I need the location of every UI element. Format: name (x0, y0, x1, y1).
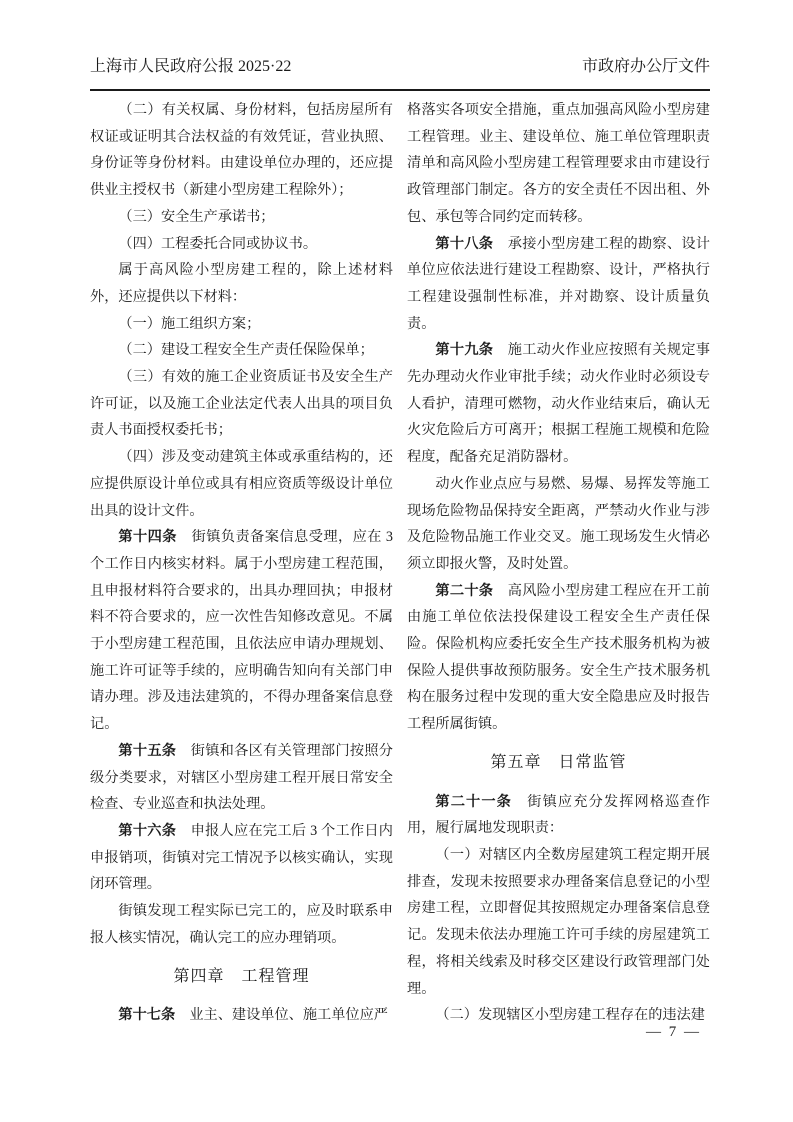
paragraph: （四）涉及变动建筑主体或承重结构的，还应提供原设计单位或具有相应资质等级设计单位出具的设计文件。 (90, 449, 393, 519)
clause-number: 第十五条 (118, 742, 177, 759)
clause-text: 街镇和各区有关管理部门按照分级分类要求，对辖区小型房建工程开展日常安全检查、专业巡查和执法处理。 (90, 742, 393, 813)
clause-text: 街镇负责备案信息受理，应在 3 个工作日内核实材料。属于小型房建工程范围，且申报材料符合要求的，出具办理回执；申报材料不符合要求的，应一次性告知修改意见。不属于小型房建工程范围，且依法应申请办理规划、施工许可证等手续的，应明确告知向有关部门申请办理。涉及违法建筑的，不得办理备案信息登记。 (90, 529, 393, 733)
clause-paragraph (407, 789, 710, 842)
clause-paragraph (407, 578, 710, 738)
clause-text: 高风险小型房建工程应在开工前由施工单位依法投保建设工程安全生产责任保险。保险机构应委托安全生产技术服务机构为被保险人提供事故预防服务。安全生产技术服务机构在服务过程中发现的重大安全隐患应及时报告工程所属街镇。 (407, 582, 710, 733)
document-category: 市政府办公厅文件 (581, 58, 710, 75)
paragraph: （二）建设工程安全生产责任保险保单； (118, 342, 374, 359)
paragraph: （三）安全生产承诺书； (118, 208, 275, 225)
clause-number: 第十八条 (435, 235, 494, 252)
clause-number: 第十四条 (118, 529, 177, 546)
document-body (90, 97, 710, 1029)
paragraph: 街镇发现工程实际已完工的，应及时联系申报人核实情况，确认完工的应办理销项。 (90, 903, 393, 946)
clause-text: 申报人应在完工后 3 个工作日内申报销项，街镇对完工情况予以核实确认，实现闭环管理。 (90, 822, 393, 893)
clause-number: 第二十一条 (435, 793, 512, 810)
left-column (90, 97, 393, 1029)
paragraph: （四）工程委托合同或协议书。 (118, 235, 318, 252)
clause-paragraph (90, 524, 393, 738)
paragraph: （二）发现辖区小型房建工程存在的违法建 (435, 1007, 705, 1024)
clause-text: 业主、建设单位、施工单位应严 (175, 1007, 388, 1024)
clause-text: 街镇应充分发挥网格巡查作用，履行属地发现职责： (407, 793, 710, 837)
paragraph: 属于高风险小型房建工程的，除上述材料外，还应提供以下材料： (90, 262, 393, 305)
clause-number: 第十七条 (118, 1007, 176, 1024)
paragraph: （二）有关权属、身份材料，包括房屋所有权证或证明其合法权益的有效凭证，营业执照、身份证等身份材料。由建设单位办理的，还应提供业主授权书（新建小型房建工程除外）； (90, 102, 393, 199)
paragraph: （一）对辖区内全数房屋建筑工程定期开展排查，发现未按照要求办理备案信息登记的小型房建工程，立即督促其按照规定办理备案信息登记。发现未依法办理施工许可手续的房屋建筑工程，将相关线索及时移交区建设行政管理部门处理。 (407, 846, 710, 997)
clause-text: 施工动火作业应按照有关规定事先办理动火作业审批手续；动火作业时必须设专人看护，清理可燃物，动火作业结束后，确认无火灾危险后方可离开；根据工程施工规模和危险程度，配备充足消防器材。 (407, 342, 710, 466)
chapter-heading: 第五章 日常监管 (490, 753, 627, 771)
paragraph: （一）施工组织方案； (118, 315, 261, 332)
clause-number: 第十九条 (435, 342, 494, 359)
continuation-paragraph: 格落实各项安全措施，重点加强高风险小型房建工程管理。业主、建设单位、施工单位管理职责清单和高风险小型房建工程管理要求由市建设行政管理部门制定。各方的安全责任不因出租、外包、承包等合同约定而转移。 (407, 102, 710, 225)
right-column (407, 97, 710, 1029)
clause-text: 承接小型房建工程的勘察、设计单位应依法进行建设工程勘察、设计，严格执行工程建设强制性标准，并对勘察、设计质量负责。 (407, 235, 710, 332)
clause-number: 第十六条 (118, 822, 177, 839)
clause-paragraph (90, 818, 393, 898)
page-number: — 7 — (646, 1024, 701, 1040)
paragraph: 动火作业点应与易燃、易爆、易挥发等施工现场危险物品保持安全距离，严禁动火作业与涉及危险物品施工作业交叉。施工现场发生火情必须立即报火警，及时处置。 (407, 475, 710, 572)
chapter-heading: 第四章 工程管理 (173, 967, 310, 985)
paragraph: （三）有效的施工企业资质证书及安全生产许可证，以及施工企业法定代表人出具的项目负责人书面授权委托书； (90, 369, 393, 439)
clause-paragraph (407, 231, 710, 338)
page-header (90, 56, 710, 91)
clause-paragraph (407, 337, 710, 471)
clause-paragraph (90, 738, 393, 818)
clause-number: 第二十条 (435, 582, 494, 599)
clause-paragraph (90, 1002, 393, 1029)
gazette-title: 上海市人民政府公报 2025·22 (90, 58, 292, 75)
